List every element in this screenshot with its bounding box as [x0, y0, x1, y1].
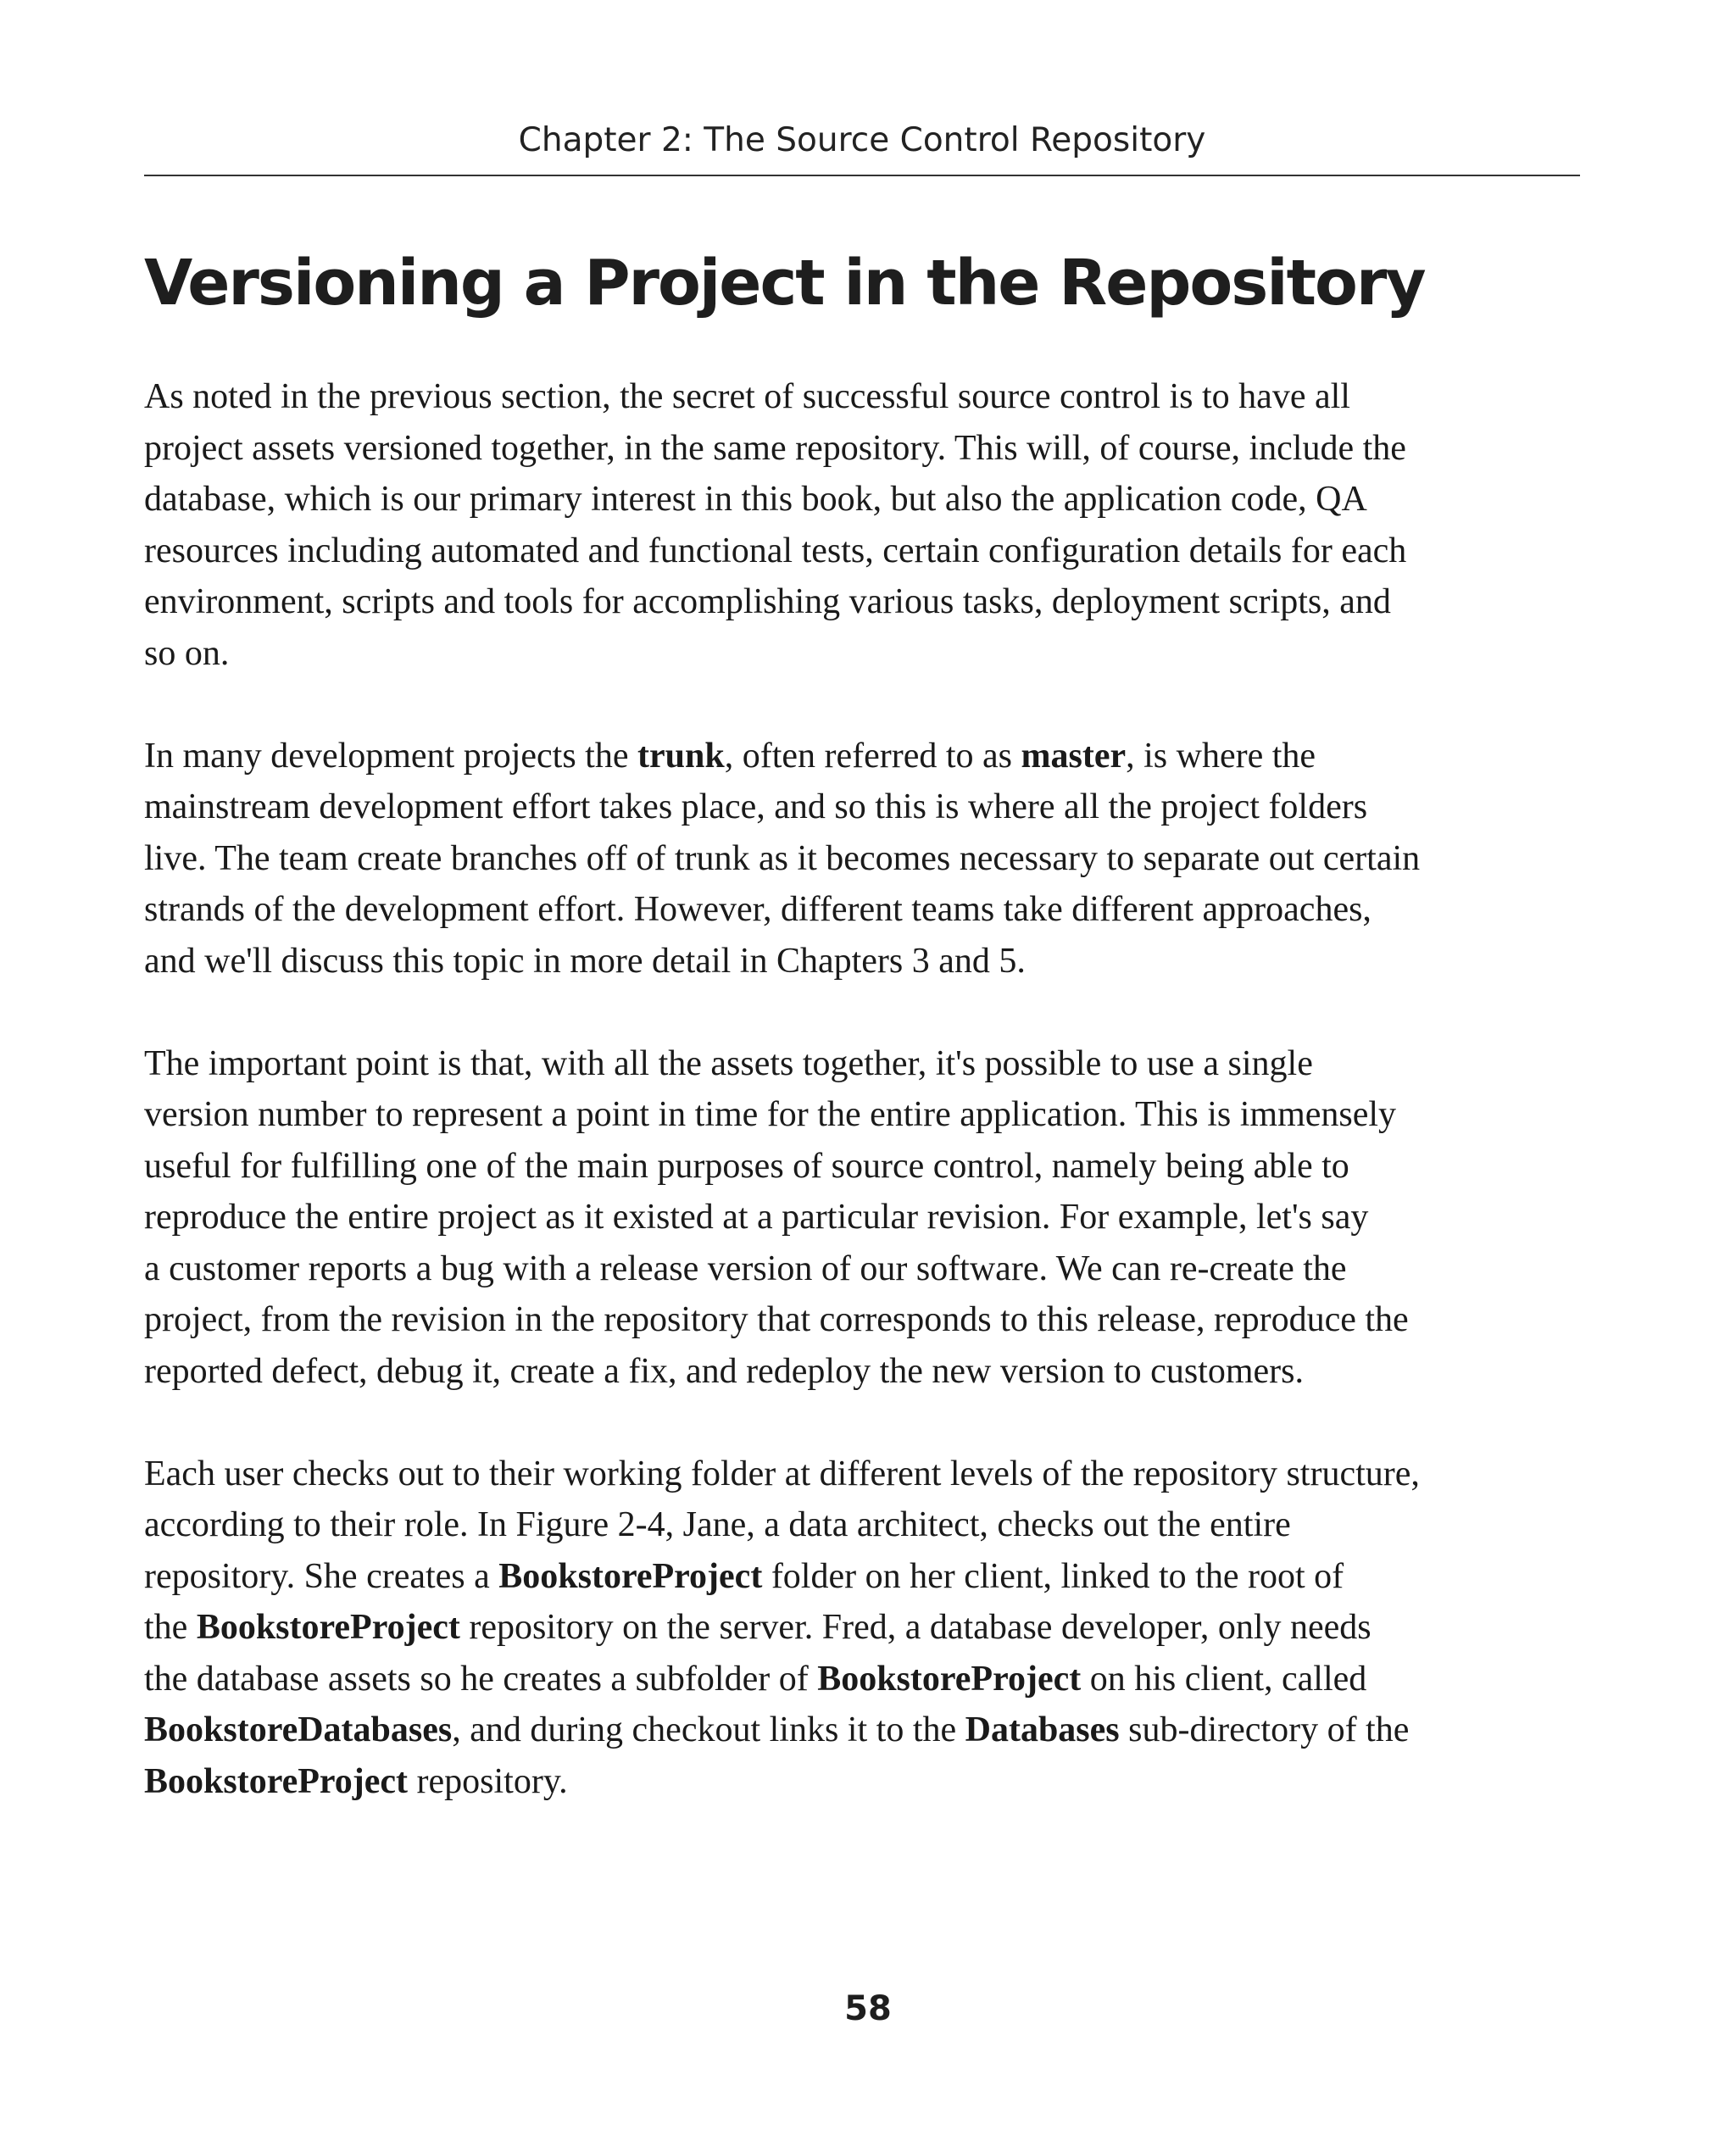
text-line: live. The team create branches off of trunk as it becomes necessary to separate out certain — [144, 838, 1421, 878]
text-run: folder on her client, linked to the root of — [762, 1556, 1344, 1596]
text-run: repository. — [408, 1761, 568, 1801]
text-run: the database assets so he creates a subfolder of — [144, 1659, 818, 1699]
term-bookstoreproject: BookstoreProject — [817, 1659, 1082, 1699]
text-line: so on. — [144, 633, 230, 673]
running-header: Chapter 2: The Source Control Repository — [518, 121, 1206, 159]
term-bookstoreproject: BookstoreProject — [144, 1761, 409, 1801]
text-run: In many development projects the — [144, 736, 637, 776]
text-line — [144, 731, 1585, 782]
text-line: project, from the revision in the repository that corresponds to this release, reproduce the — [144, 1300, 1409, 1339]
text-line: resources including automated and functional tests, certain configuration details for each — [144, 531, 1407, 570]
text-run: repository. She creates a — [144, 1556, 499, 1596]
body-text — [144, 371, 1585, 1859]
text-line — [144, 1551, 1585, 1603]
text-line: reported defect, debug it, create a fix, and redeploy the new version to customers. — [144, 1351, 1304, 1391]
text-line — [144, 1654, 1585, 1705]
term-master: master — [1021, 736, 1127, 776]
term-trunk: trunk — [637, 736, 725, 776]
text-line: Each user checks out to their working folder at different levels of the repository structure, — [144, 1454, 1420, 1493]
text-line: mainstream development effort takes place, and so this is where all the project folders — [144, 787, 1368, 826]
text-line — [144, 1756, 1585, 1808]
text-line: As noted in the previous section, the secret of successful source control is to have all — [144, 377, 1350, 416]
text-line: a customer reports a bug with a release version of our software. We can re-create the — [144, 1248, 1347, 1288]
text-line: version number to represent a point in time for the entire application. This is immensely — [144, 1095, 1397, 1134]
text-line: useful for fulfilling one of the main purposes of source control, namely being able to — [144, 1146, 1349, 1186]
text-line — [144, 1602, 1585, 1654]
text-line: according to their role. In Figure 2-4, Jane, a data architect, checks out the entire — [144, 1505, 1291, 1544]
text-line: The important point is that, with all the assets together, it's possible to use a single — [144, 1043, 1313, 1083]
paragraph-4 — [144, 1449, 1585, 1808]
text-run: repository on the server. Fred, a database developer, only needs — [459, 1608, 1372, 1647]
text-run: sub-directory of the — [1119, 1710, 1410, 1749]
text-line: and we'll discuss this topic in more detail in Chapters 3 and 5. — [144, 941, 1026, 981]
text-line: reproduce the entire project as it existed at a particular revision. For example, let's say — [144, 1198, 1369, 1237]
section-title: Versioning a Project in the Repository — [144, 247, 1425, 320]
text-line — [144, 1704, 1585, 1756]
text-line: project assets versioned together, in the same repository. This will, of course, include the — [144, 428, 1406, 468]
term-bookstoreproject: BookstoreProject — [196, 1608, 460, 1647]
text-run: on his client, called — [1081, 1659, 1367, 1699]
text-run: , is where the — [1126, 736, 1316, 776]
text-line: strands of the development effort. However, different teams take different approaches, — [144, 890, 1372, 929]
paragraph-2 — [144, 731, 1585, 987]
paragraph-3 — [144, 1038, 1585, 1398]
term-databases: Databases — [965, 1710, 1120, 1749]
text-line: database, which is our primary interest in this book, but also the application code, QA — [144, 480, 1367, 519]
text-run: , often referred to as — [724, 736, 1021, 776]
text-line: environment, scripts and tools for accomplishing various tasks, deployment scripts, and — [144, 582, 1391, 621]
text-run: the — [144, 1608, 197, 1647]
paragraph-1 — [144, 371, 1585, 679]
header-rule — [144, 175, 1580, 176]
term-bookstoredatabases: BookstoreDatabases — [144, 1710, 453, 1749]
text-run: , and during checkout links it to the — [452, 1710, 965, 1749]
term-bookstoreproject: BookstoreProject — [498, 1556, 763, 1596]
page-number: 58 — [844, 1989, 892, 2028]
